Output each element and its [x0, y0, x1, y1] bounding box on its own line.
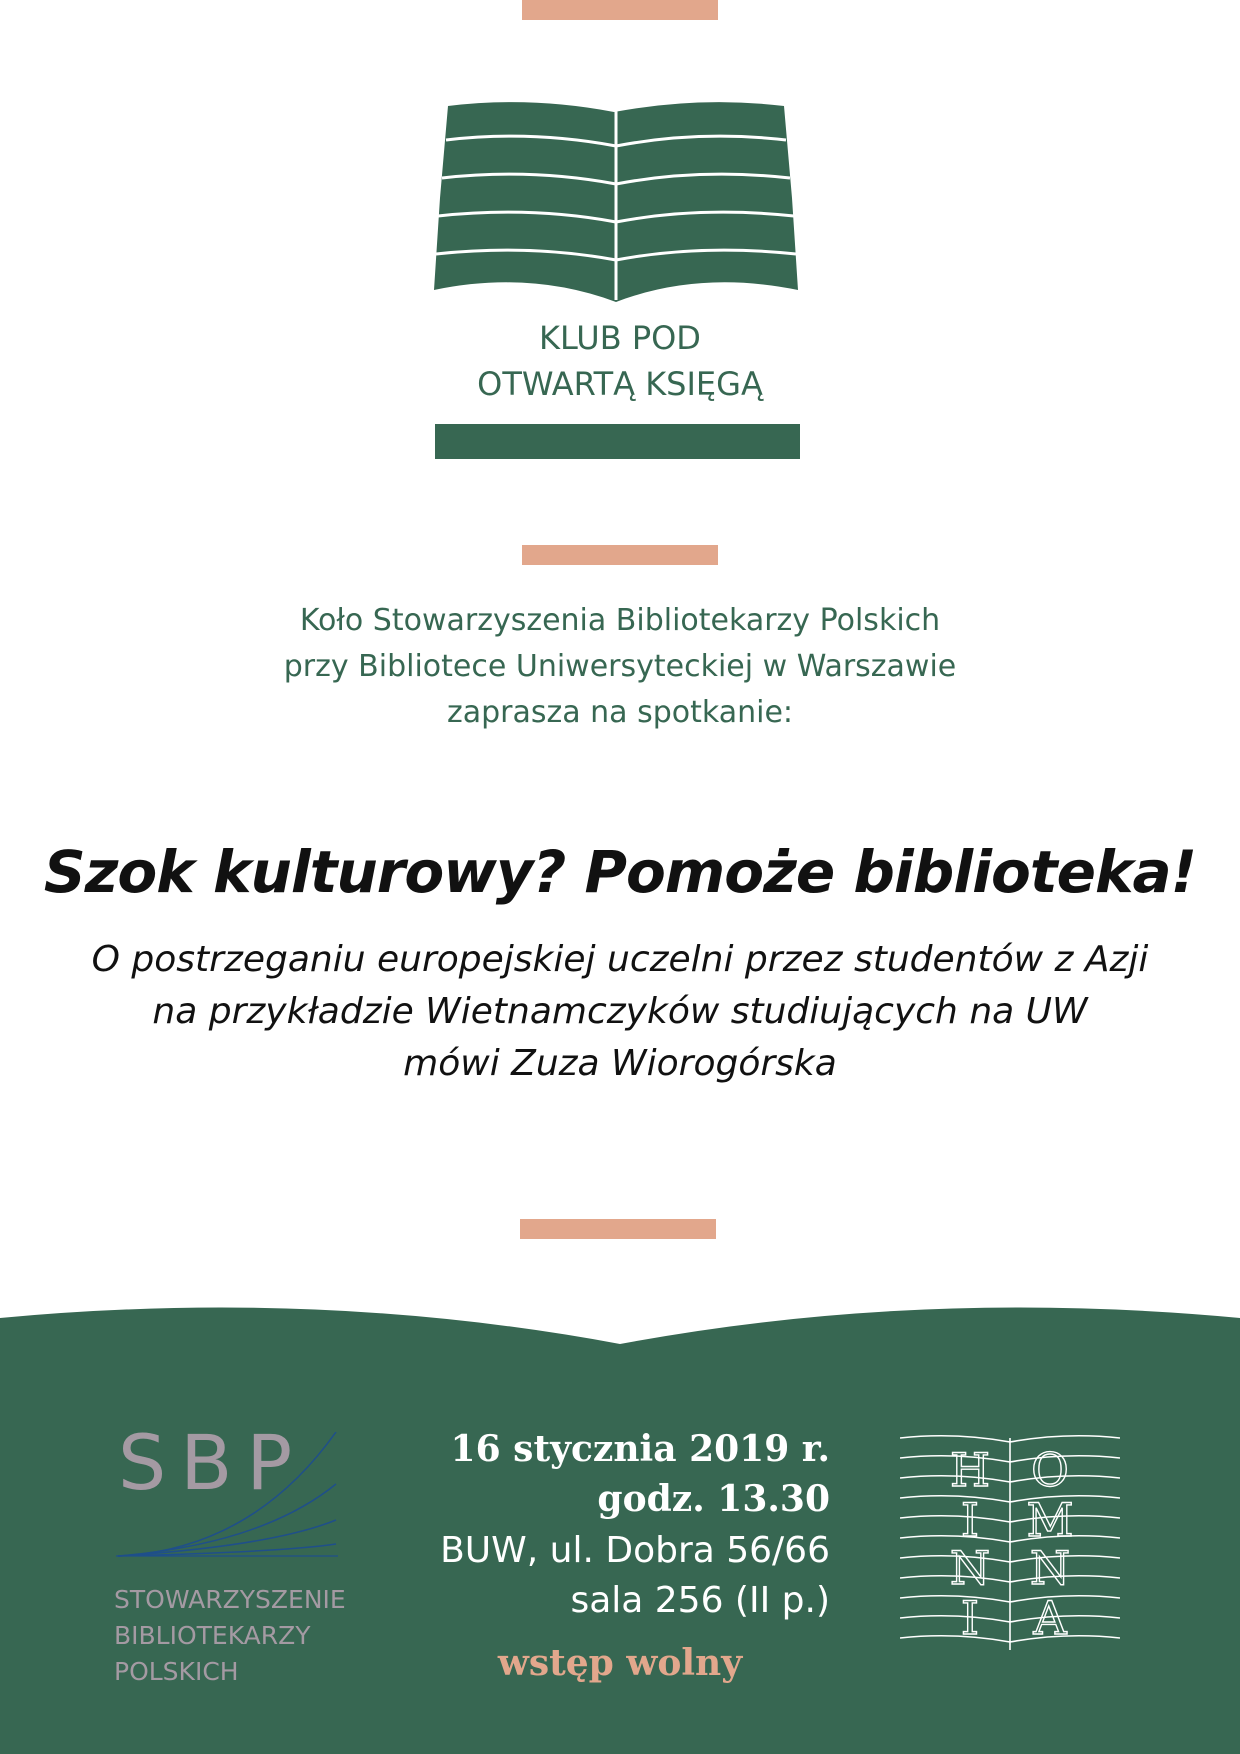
sbp-name-line1: STOWARZYSZENIE — [114, 1585, 346, 1614]
homines-letter: N — [949, 1541, 991, 1595]
homines-letter: A — [1033, 1591, 1067, 1645]
homines-letter: O — [1031, 1443, 1069, 1497]
homines-letter: H — [949, 1443, 991, 1497]
intro-line1: Koło Stowarzyszenia Bibliotekarzy Polskich — [299, 603, 941, 638]
event-speaker: mówi Zuza Wiorogórska — [403, 1043, 837, 1084]
top-accent-bar — [522, 0, 718, 20]
event-date: 16 stycznia 2019 r. — [450, 1428, 830, 1470]
middle-accent-bar — [522, 545, 718, 565]
club-name-line1: KLUB POD — [539, 319, 701, 357]
homines-letter: N — [1029, 1541, 1071, 1595]
event-time: godz. 13.30 — [597, 1478, 830, 1520]
event-subtitle-line1: O postrzeganiu europejskiej uczelni przez studentów z Azji — [91, 939, 1149, 980]
event-title: Szok kulturowy? Pomoże biblioteka! — [43, 838, 1197, 906]
sbp-logo-letters: SBP — [118, 1418, 307, 1507]
sbp-swoosh-icon — [112, 1432, 342, 1562]
event-subtitle-line2: na przykładzie Wietnamczyków studiujących na UW — [152, 991, 1088, 1032]
homines-letter: M — [1026, 1493, 1074, 1547]
event-room: sala 256 (II p.) — [570, 1580, 830, 1621]
intro-line2: przy Bibliotece Uniwersyteckiej w Warszawie — [283, 649, 957, 684]
homines-letter: I — [960, 1591, 980, 1645]
club-name-line2: OTWARTĄ KSIĘGĄ — [477, 365, 763, 403]
intro-line3: zaprasza na spotkanie: — [446, 695, 794, 730]
homines-letter: I — [960, 1493, 980, 1547]
lower-accent-bar — [520, 1219, 716, 1239]
event-place: BUW, ul. Dobra 56/66 — [440, 1530, 830, 1571]
open-book-icon — [430, 102, 802, 302]
club-underbar — [435, 424, 800, 459]
homines-omnia-logo-icon — [900, 1434, 1120, 1652]
entry-free-note: wstęp wolny — [497, 1642, 743, 1684]
sbp-name-line2: BIBLIOTEKARZY — [114, 1621, 311, 1650]
sbp-name-line3: POLSKICH — [114, 1657, 239, 1686]
